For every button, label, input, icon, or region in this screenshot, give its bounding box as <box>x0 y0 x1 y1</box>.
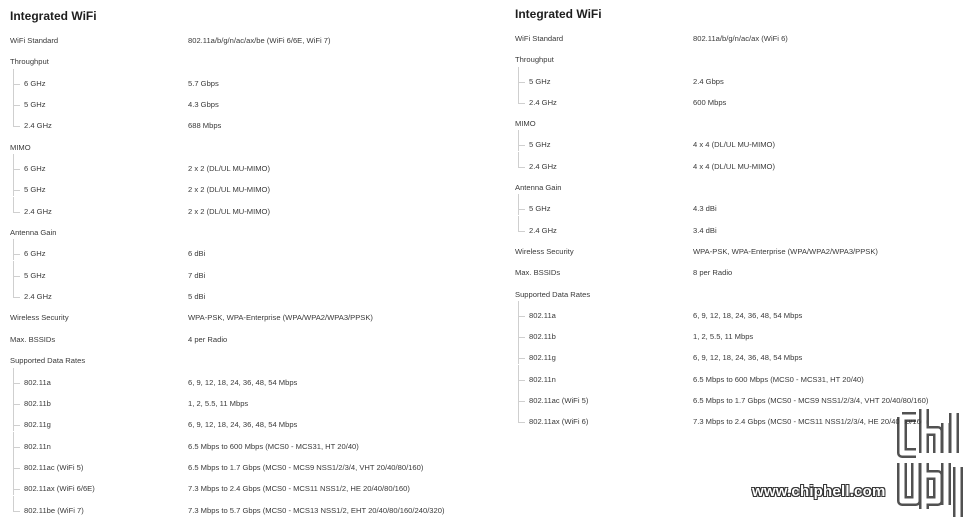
spec-value: 5.7 Gbps <box>188 78 219 88</box>
spec-label: Antenna Gain <box>10 228 57 238</box>
spec-label: 2.4 GHz <box>24 292 52 302</box>
spec-row <box>515 267 965 288</box>
spec-subrow <box>10 270 480 291</box>
spec-subrow <box>515 203 965 224</box>
spec-value: 6, 9, 12, 18, 24, 36, 48, 54 Mbps <box>693 310 803 320</box>
spec-value: 6.5 Mbps to 600 Mbps (MCS0 - MCS31, HT 20/40) <box>693 374 864 384</box>
spec-label: WiFi Standard <box>10 36 59 45</box>
spec-subrow <box>10 419 480 440</box>
spec-subrow <box>515 97 965 118</box>
spec-subrow <box>515 161 965 182</box>
spec-subrow <box>10 248 480 269</box>
spec-value: 6.5 Mbps to 1.7 Gbps (MCS0 - MCS9 NSS1/2/3/4, VHT 20/40/80/160) <box>693 396 929 406</box>
spec-label: 802.11g <box>24 420 51 430</box>
spec-value: 8 per Radio <box>693 268 733 278</box>
spec-value: 7.3 Mbps to 2.4 Gbps (MCS0 - MCS11 NSS1/2/3/4, HE 20/40/80/160) <box>693 417 928 427</box>
spec-label: 2.4 GHz <box>24 121 52 131</box>
spec-value: 2 x 2 (DL/UL MU-MIMO) <box>188 164 270 174</box>
spec-subrow <box>10 163 480 184</box>
spec-value: 4 x 4 (DL/UL MU-MIMO) <box>693 161 775 171</box>
watermark-url: www.chiphell.com <box>752 483 886 500</box>
spec-label: 802.11b <box>24 398 51 408</box>
spec-label: 2.4 GHz <box>24 206 52 216</box>
spec-row <box>10 312 480 333</box>
spec-label: Wireless Security <box>10 313 69 323</box>
spec-row <box>515 33 965 54</box>
spec-value: 6 dBi <box>188 249 206 259</box>
spec-value: 6, 9, 12, 18, 24, 36, 48, 54 Mbps <box>188 420 298 430</box>
spec-label: 6 GHz <box>24 164 46 174</box>
spec-value: 600 Mbps <box>693 97 727 107</box>
spec-label: 5 GHz <box>24 185 46 195</box>
spec-subrow <box>10 398 480 419</box>
spec-value: 2 x 2 (DL/UL MU-MIMO) <box>188 185 270 195</box>
spec-group-header <box>10 142 480 163</box>
spec-value: 4 per Radio <box>188 334 228 344</box>
spec-value: 6.5 Mbps to 600 Mbps (MCS0 - MCS31, HT 20/40) <box>188 441 359 451</box>
spec-group-header <box>10 227 480 248</box>
spec-subrow <box>515 310 965 331</box>
spec-subrow <box>10 377 480 398</box>
spec-subrow <box>515 76 965 97</box>
spec-label: 2.4 GHz <box>529 225 557 235</box>
spec-group-header <box>10 56 480 77</box>
right-spec-panel <box>515 0 965 438</box>
spec-value: 4.3 Gbps <box>188 100 219 110</box>
spec-label: Supported Data Rates <box>10 356 86 366</box>
spec-subrow <box>10 441 480 462</box>
spec-group-header <box>515 54 965 75</box>
spec-value: 7.3 Mbps to 2.4 Gbps (MCS0 - MCS11 NSS1/2, HE 20/40/80/160) <box>188 484 410 494</box>
spec-label: 802.11ax (WiFi 6/6E) <box>24 484 95 494</box>
left-spec-panel <box>10 0 480 526</box>
spec-label: WiFi Standard <box>515 34 564 43</box>
spec-label: Antenna Gain <box>515 183 562 193</box>
left-spec-list <box>10 35 480 526</box>
spec-group-header <box>515 182 965 203</box>
spec-value: 6, 9, 12, 18, 24, 36, 48, 54 Mbps <box>693 353 803 363</box>
spec-value: 1, 2, 5.5, 11 Mbps <box>693 332 754 342</box>
spec-value: 7.3 Mbps to 5.7 Gbps (MCS0 - MCS13 NSS1/2, EHT 20/40/80/160/240/320) <box>188 505 445 515</box>
spec-value: 7 dBi <box>188 270 206 280</box>
spec-subrow <box>515 139 965 160</box>
right-spec-list <box>515 33 965 438</box>
spec-subrow <box>10 99 480 120</box>
spec-label: 802.11ac (WiFi 5) <box>24 462 84 472</box>
spec-group-header <box>515 118 965 139</box>
spec-subrow <box>10 505 480 526</box>
spec-label: 5 GHz <box>529 204 551 214</box>
spec-subrow <box>10 291 480 312</box>
chiphell-logo-icon <box>894 405 974 523</box>
spec-label: 2.4 GHz <box>529 97 557 107</box>
spec-label: 2.4 GHz <box>529 161 557 171</box>
spec-label: 6 GHz <box>24 78 46 88</box>
spec-value: WPA-PSK, WPA-Enterprise (WPA/WPA2/WPA3/PPSK) <box>188 313 373 323</box>
spec-label: Wireless Security <box>515 246 574 256</box>
spec-subrow <box>10 184 480 205</box>
spec-value: 4.3 dBi <box>693 204 717 214</box>
spec-label: 802.11g <box>529 353 556 363</box>
spec-label: 802.11n <box>24 441 51 451</box>
spec-value: WPA-PSK, WPA-Enterprise (WPA/WPA2/WPA3/PPSK) <box>693 246 878 256</box>
spec-label: 802.11n <box>529 374 556 384</box>
spec-label: 5 GHz <box>529 76 551 86</box>
spec-value: 3.4 dBi <box>693 225 717 235</box>
spec-row <box>515 246 965 267</box>
spec-value: 6.5 Mbps to 1.7 Gbps (MCS0 - MCS9 NSS1/2/3/4, VHT 20/40/80/160) <box>188 462 424 472</box>
spec-subrow <box>10 78 480 99</box>
spec-label: Throughput <box>515 55 554 65</box>
spec-subrow <box>10 206 480 227</box>
spec-value: 2.4 Gbps <box>693 76 724 86</box>
spec-label: 802.11ac (WiFi 5) <box>529 396 589 406</box>
spec-label: Max. BSSIDs <box>10 334 56 344</box>
spec-label: MIMO <box>515 119 536 129</box>
spec-group-header <box>515 289 965 310</box>
spec-label: 802.11a <box>24 377 51 387</box>
spec-label: 802.11b <box>529 332 556 342</box>
spec-value: 2 x 2 (DL/UL MU-MIMO) <box>188 206 270 216</box>
spec-value: 5 dBi <box>188 292 206 302</box>
spec-label: 6 GHz <box>24 249 46 259</box>
spec-subrow <box>515 374 965 395</box>
left-panel-title: Integrated WiFi <box>10 9 97 23</box>
spec-label: 802.11a <box>529 310 556 320</box>
spec-value: 6, 9, 12, 18, 24, 36, 48, 54 Mbps <box>188 377 298 387</box>
spec-label: MIMO <box>10 142 31 152</box>
spec-row <box>10 35 480 56</box>
spec-subrow <box>10 120 480 141</box>
spec-label: 5 GHz <box>24 100 46 110</box>
spec-value: 1, 2, 5.5, 11 Mbps <box>188 398 249 408</box>
spec-value: 802.11a/b/g/n/ac/ax/be (WiFi 6/6E, WiFi 7) <box>188 36 331 45</box>
spec-row <box>10 334 480 355</box>
spec-subrow <box>515 352 965 373</box>
spec-label: 5 GHz <box>24 270 46 280</box>
right-panel-title: Integrated WiFi <box>515 7 602 21</box>
spec-subrow <box>10 462 480 483</box>
spec-value: 802.11a/b/g/n/ac/ax (WiFi 6) <box>693 34 788 43</box>
spec-subrow <box>515 225 965 246</box>
spec-label: 5 GHz <box>529 140 551 150</box>
spec-group-header <box>10 355 480 376</box>
spec-subrow <box>10 483 480 504</box>
spec-label: Max. BSSIDs <box>515 268 561 278</box>
spec-value: 4 x 4 (DL/UL MU-MIMO) <box>693 140 775 150</box>
spec-label: Supported Data Rates <box>515 289 591 299</box>
spec-label: 802.11ax (WiFi 6) <box>529 417 589 427</box>
spec-subrow <box>515 331 965 352</box>
spec-label: Throughput <box>10 57 49 67</box>
chiphell-watermark <box>752 405 974 523</box>
spec-label: 802.11be (WiFi 7) <box>24 505 84 515</box>
spec-value: 688 Mbps <box>188 121 222 131</box>
